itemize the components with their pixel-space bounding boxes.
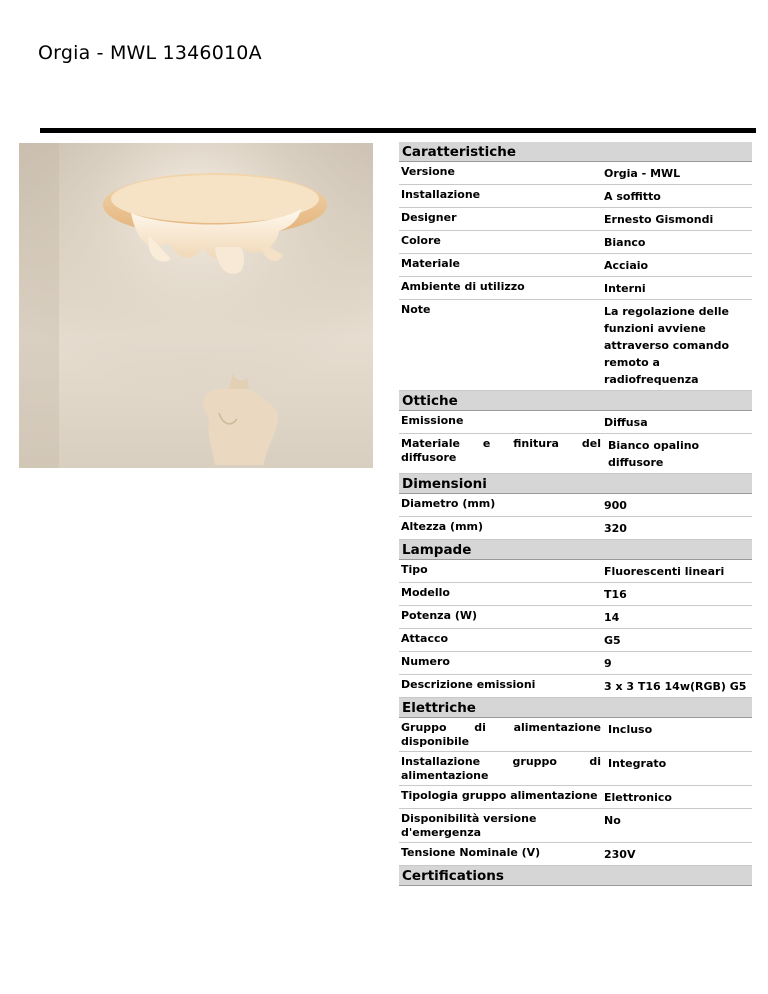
spec-key: Potenza (W) xyxy=(401,609,478,622)
spec-row xyxy=(399,185,752,208)
spec-value: 14 xyxy=(604,611,620,624)
spec-row xyxy=(399,162,752,185)
product-photo xyxy=(19,143,373,468)
spec-value: Ernesto Gismondi xyxy=(604,213,714,226)
spec-row xyxy=(399,843,752,866)
specifications-table xyxy=(399,142,752,886)
spec-key: Designer xyxy=(401,211,457,224)
spec-key: Tipologia gruppo alimentazione xyxy=(401,789,598,802)
spec-key: Disponibilità versione d'emergenza xyxy=(401,812,537,839)
section-title-lampade: Lampade xyxy=(399,540,752,560)
spec-value: 320 xyxy=(604,522,627,535)
spec-key: Ambiente di utilizzo xyxy=(401,280,525,293)
spec-row xyxy=(399,277,752,300)
spec-row xyxy=(399,718,752,752)
spec-row xyxy=(399,786,752,809)
spec-key: Note xyxy=(401,303,431,316)
spec-row xyxy=(399,583,752,606)
section-title-ottiche: Ottiche xyxy=(399,391,752,411)
spec-row xyxy=(399,494,752,517)
spec-value: La regolazione delle funzioni avviene attraverso comando remoto a radiofrequenza xyxy=(604,305,730,386)
spec-key: Attacco xyxy=(401,632,449,645)
spec-value: 3 x 3 T16 14w(RGB) G5 xyxy=(604,680,747,693)
spec-value: Bianco opalino diffusore xyxy=(608,439,700,469)
spec-key: Altezza (mm) xyxy=(401,520,484,533)
spec-key: Installazione xyxy=(401,188,481,201)
spec-value: Integrato xyxy=(608,757,667,770)
spec-key: Diametro (mm) xyxy=(401,497,496,510)
spec-row xyxy=(399,517,752,540)
spec-key: Emissione xyxy=(401,414,464,427)
spec-value: Orgia - MWL xyxy=(604,167,681,180)
spec-value: 230V xyxy=(604,848,636,861)
spec-row xyxy=(399,434,752,474)
spec-value: Fluorescenti lineari xyxy=(604,565,725,578)
spec-key: Descrizione emissioni xyxy=(401,678,536,691)
spec-key: Tipo xyxy=(401,563,428,576)
spec-key: Modello xyxy=(401,586,450,599)
spec-row xyxy=(399,629,752,652)
spec-row xyxy=(399,809,752,843)
spec-value: No xyxy=(604,814,621,827)
spec-value: A soffitto xyxy=(604,190,661,203)
spec-value: T16 xyxy=(604,588,627,601)
spec-key: Materiale e finitura del diffusore xyxy=(401,437,601,464)
spec-key: Tensione Nominale (V) xyxy=(401,846,541,859)
spec-row xyxy=(399,411,752,434)
header-divider xyxy=(40,128,756,133)
spec-key: Gruppo di alimentazione disponibile xyxy=(401,721,601,748)
section-title-dimensioni: Dimensioni xyxy=(399,474,752,494)
spec-key: Installazione gruppo di alimentazione xyxy=(401,755,601,782)
spec-key: Colore xyxy=(401,234,441,247)
spec-value: G5 xyxy=(604,634,621,647)
spec-value: 9 xyxy=(604,657,612,670)
spec-value: Bianco xyxy=(604,236,646,249)
spec-row xyxy=(399,560,752,583)
spec-row xyxy=(399,652,752,675)
spec-row xyxy=(399,752,752,786)
spec-key: Materiale xyxy=(401,257,460,270)
spec-row xyxy=(399,231,752,254)
spec-value: 900 xyxy=(604,499,627,512)
spec-row xyxy=(399,254,752,277)
page-title: Orgia - MWL 1346010A xyxy=(38,42,262,64)
section-title-elettriche: Elettriche xyxy=(399,698,752,718)
spec-value: Diffusa xyxy=(604,416,648,429)
section-title-caratteristiche: Caratteristiche xyxy=(399,142,752,162)
spec-row xyxy=(399,208,752,231)
spec-value: Acciaio xyxy=(604,259,649,272)
spec-value: Incluso xyxy=(608,723,653,736)
spec-value: Interni xyxy=(604,282,646,295)
spec-row xyxy=(399,675,752,698)
spec-key: Numero xyxy=(401,655,450,668)
spec-row xyxy=(399,300,752,391)
spec-row xyxy=(399,606,752,629)
spec-key: Versione xyxy=(401,165,455,178)
section-title-certifications: Certifications xyxy=(399,866,752,886)
spec-value: Elettronico xyxy=(604,791,672,804)
